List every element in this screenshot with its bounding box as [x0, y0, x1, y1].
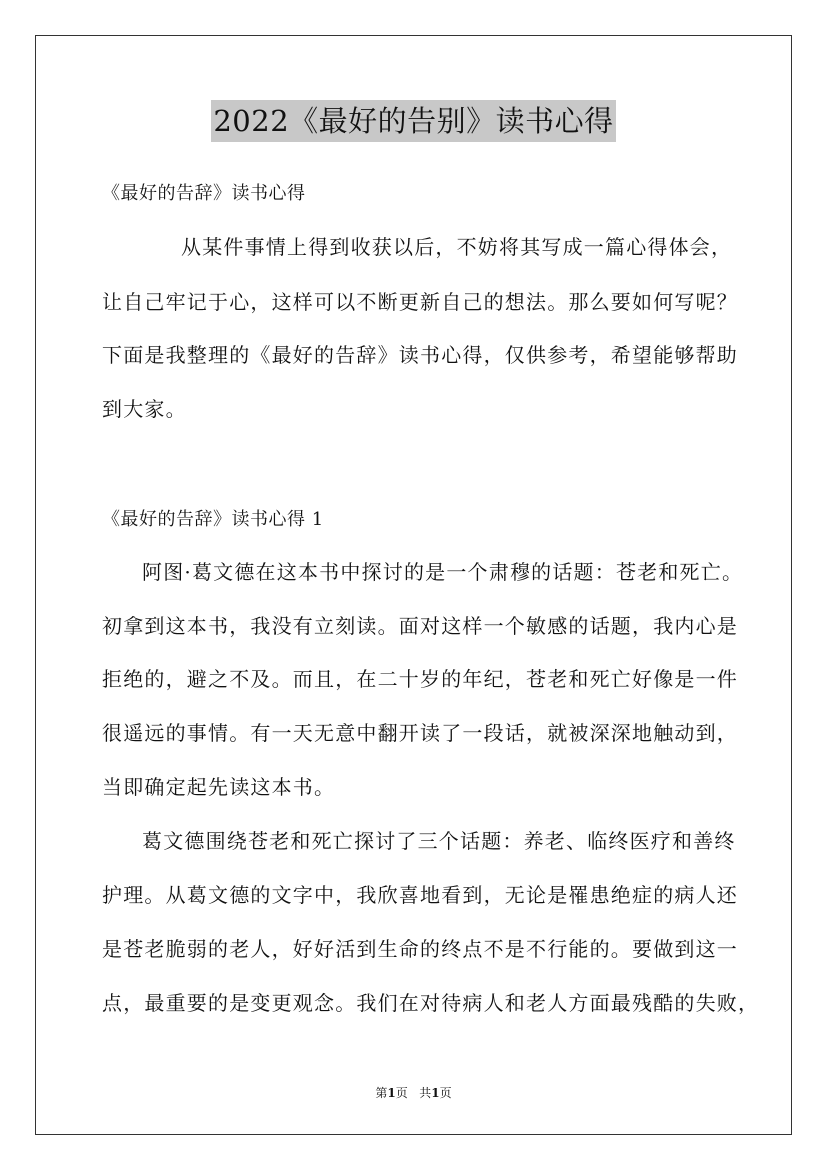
total-label-prefix: 共 [419, 1086, 432, 1100]
paragraph-2-line-4: 点，最重要的是变更观念。我们在对待病人和老人方面最残酷的失败， [102, 991, 760, 1015]
paragraph-2-line-1: 葛文德围绕苍老和死亡探讨了三个话题：养老、临终医疗和善终 [142, 829, 736, 853]
page-number: 1 [387, 1086, 396, 1100]
paragraph-2-line-3: 是苍老脆弱的老人，好好活到生命的终点不是不行能的。要做到这一 [102, 937, 738, 961]
intro-line-4: 到大家。 [102, 397, 187, 421]
page-footer [0, 1085, 827, 1101]
page-label-suffix: 页 [395, 1086, 408, 1100]
paragraph-1-line-5: 当即确定起先读这本书。 [102, 775, 336, 799]
paragraph-1-line-2: 初拿到这本书，我没有立刻读。面对这样一个敏感的话题，我内心是 [102, 614, 738, 638]
page-label-prefix: 第 [375, 1086, 388, 1100]
intro-line-1: 从某件事情上得到收获以后，不妨将其写成一篇心得体会， [181, 235, 733, 259]
intro-line-2: 让自己牢记于心，这样可以不断更新自己的想法。那么要如何写呢？ [102, 290, 738, 314]
subheading-1: 《最好的告辞》读书心得 1 [102, 509, 324, 530]
paragraph-1-line-4: 很遥远的事情。有一天无意中翻开读了一段话，就被深深地触动到， [102, 721, 738, 745]
document-title: 2022《最好的告别》读书心得 [211, 100, 615, 142]
section-heading: 《最好的告辞》读书心得 [102, 183, 306, 204]
total-pages: 1 [431, 1086, 440, 1100]
paragraph-2-line-2: 护理。从葛文德的文字中，我欣喜地看到，无论是罹患绝症的病人还 [102, 883, 738, 907]
paragraph-1-line-3: 拒绝的，避之不及。而且，在二十岁的年纪，苍老和死亡好像是一件 [102, 667, 738, 691]
intro-line-3: 下面是我整理的《最好的告辞》读书心得，仅供参考，希望能够帮助 [102, 343, 738, 367]
paragraph-1-line-1: 阿图·葛文德在这本书中探讨的是一个肃穆的话题：苍老和死亡。 [142, 560, 744, 584]
total-label-suffix: 页 [439, 1086, 452, 1100]
title-container [0, 100, 827, 142]
